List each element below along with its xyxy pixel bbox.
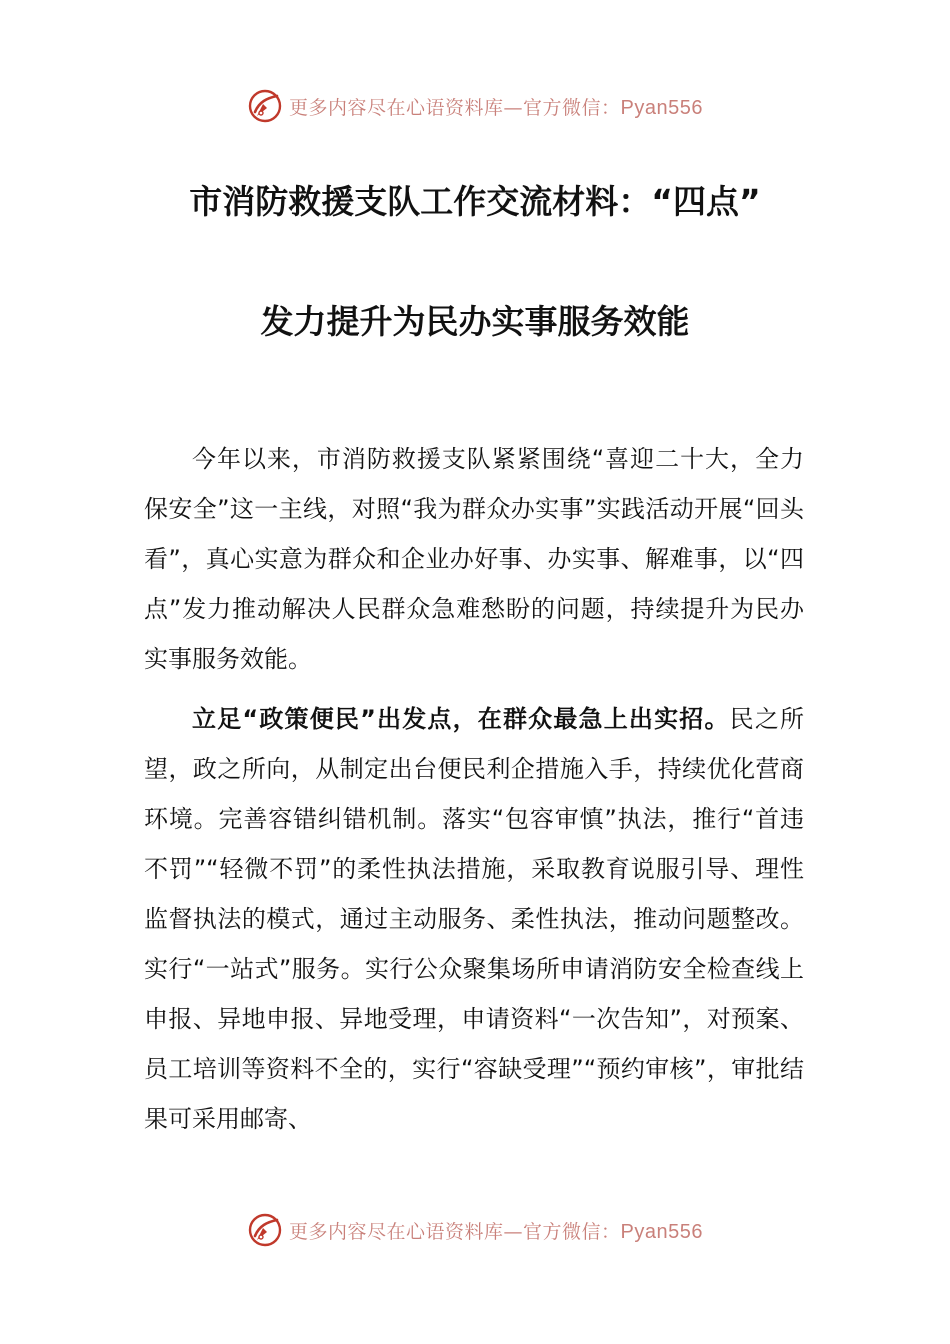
- paragraph-section-1-text: [144, 694, 804, 1144]
- paragraph-intro: [144, 434, 804, 684]
- section-1-body: 民之所望，政之所向，从制定出台便民利企措施入手，持续优化营商环境。完善容错纠错机制。落实“包容审慎”执法，推行“首违不罚”“轻微不罚”的柔性执法措施，采取教育说服引导、理性监督执法的模式，通过主动服务、柔性执法，推动问题整改。实行“一站式”服务。实行公众聚集场所申请消防安全检查线上申报、异地申报、异地受理，申请资料“一次告知”，对预案、员工培训等资料不全的，实行“容缺受理”“预约审核”，审批结果可采用邮寄、: [144, 705, 805, 1133]
- paragraph-section-1: [144, 694, 804, 1144]
- pen-circle-logo-icon: [247, 1212, 283, 1248]
- document-title-line-2: 发力提升为民办实事服务效能: [260, 302, 690, 341]
- banner-wechat-id: Pyan556: [620, 96, 703, 119]
- banner-slogan: 更多内容尽在心语资料库—官方微信：: [289, 96, 621, 119]
- paragraph-intro-text: 今年以来，市消防救援支队紧紧围绕“喜迎二十大，全力保安全”这一主线，对照“我为群众办实事”实践活动开展“回头看”，真心实意为群众和企业办好事、办实事、解难事，以“四点”发力推动解决人民群众急难愁盼的问题，持续提升为民办实事服务效能。: [144, 445, 804, 673]
- banner-slogan: 更多内容尽在心语资料库—官方微信：: [289, 1220, 621, 1243]
- footer-banner: [0, 1208, 950, 1252]
- banner-text: [289, 93, 703, 120]
- banner-wechat-id: Pyan556: [620, 1220, 703, 1243]
- banner-text: [289, 1217, 703, 1244]
- pen-circle-logo-icon: [247, 88, 283, 124]
- section-1-heading: 立足“政策便民”出发点，在群众最急上出实招。: [192, 705, 730, 733]
- document-title-line-1: 市消防救援支队工作交流材料：“四点”: [189, 182, 761, 221]
- header-banner: [0, 84, 950, 128]
